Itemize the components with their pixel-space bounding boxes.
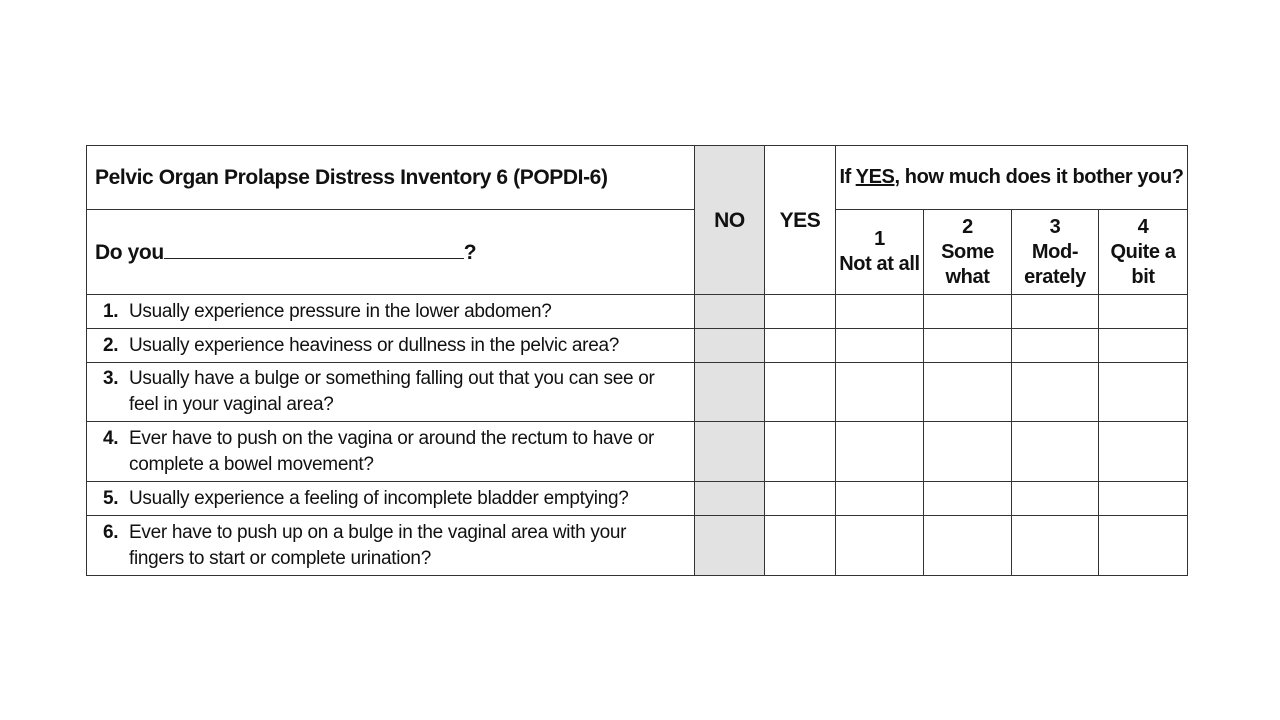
question-text: Usually have a bulge or something falling out that you can see or feel in your vaginal area? (129, 368, 655, 415)
prompt-suffix: ? (463, 240, 477, 264)
answer-bother-2[interactable] (924, 482, 1012, 516)
question-row-2 (87, 329, 1188, 363)
question-cell (87, 295, 695, 329)
answer-bother-3[interactable] (1012, 422, 1099, 482)
question-row-5 (87, 482, 1188, 516)
question-text: Ever have to push up on a bulge in the vaginal area with your fingers to start or complete urination? (129, 521, 627, 569)
answer-bother-1[interactable] (836, 295, 924, 329)
question-text: Usually experience pressure in the lower abdomen? (129, 300, 552, 322)
question-number: 4. (103, 427, 119, 449)
answer-yes[interactable] (765, 422, 836, 482)
answer-bother-4[interactable] (1099, 295, 1188, 329)
answer-no[interactable] (695, 422, 765, 482)
question-text: Ever have to push on the vagina or around the rectum to have or complete a bowel movement? (129, 427, 655, 475)
question-row-6 (87, 516, 1188, 576)
answer-bother-4[interactable] (1099, 329, 1188, 363)
bother-header (836, 146, 1188, 210)
question-number: 2. (103, 334, 119, 356)
answer-no[interactable] (695, 363, 765, 422)
answer-bother-4[interactable] (1099, 363, 1188, 422)
question-cell (87, 482, 695, 516)
answer-yes[interactable] (765, 482, 836, 516)
answer-yes[interactable] (765, 363, 836, 422)
question-text: Usually experience heaviness or dullness in the pelvic area? (129, 334, 620, 356)
question-row-4 (87, 422, 1188, 482)
answer-bother-4[interactable] (1099, 516, 1188, 576)
answer-yes[interactable] (765, 295, 836, 329)
answer-no[interactable] (695, 329, 765, 363)
answer-bother-3[interactable] (1012, 516, 1099, 576)
question-cell (87, 363, 695, 422)
scale-option-4 (1099, 210, 1188, 295)
scale-label: Some what (941, 240, 994, 288)
question-number: 1. (103, 300, 119, 322)
answer-bother-3[interactable] (1012, 295, 1099, 329)
scale-number: 2 (962, 215, 973, 238)
answer-bother-1[interactable] (836, 422, 924, 482)
answer-bother-3[interactable] (1012, 329, 1099, 363)
scale-label: Mod-erately (1024, 240, 1086, 288)
question-number: 6. (103, 521, 119, 543)
answer-bother-2[interactable] (924, 363, 1012, 422)
answer-bother-2[interactable] (924, 329, 1012, 363)
yes-column-header: YES (765, 146, 836, 295)
answer-no[interactable] (695, 295, 765, 329)
scale-option-2 (924, 210, 1012, 295)
answer-bother-3[interactable] (1012, 363, 1099, 422)
answer-bother-2[interactable] (924, 295, 1012, 329)
scale-option-1 (836, 210, 924, 295)
bother-header-yes: YES (855, 166, 895, 188)
answer-bother-1[interactable] (836, 363, 924, 422)
question-row-3 (87, 363, 1188, 422)
scale-label: Not at all (839, 253, 920, 275)
question-prompt (87, 210, 695, 295)
scale-number: 4 (1137, 215, 1149, 238)
popdi-6-form (86, 145, 1188, 576)
question-number: 5. (103, 487, 119, 509)
prompt-prefix: Do you (95, 240, 164, 264)
scale-number: 3 (1049, 215, 1061, 238)
question-row-1 (87, 295, 1188, 329)
bother-header-suffix: , how much does it bother you? (894, 166, 1184, 188)
answer-bother-3[interactable] (1012, 482, 1099, 516)
answer-bother-4[interactable] (1099, 422, 1188, 482)
scale-label: Quite a bit (1110, 240, 1176, 288)
form-title: Pelvic Organ Prolapse Distress Inventory 6 (POPDI-6) (87, 146, 695, 210)
answer-yes[interactable] (765, 329, 836, 363)
answer-bother-2[interactable] (924, 422, 1012, 482)
bother-header-prefix: If (839, 166, 856, 188)
question-cell (87, 329, 695, 363)
answer-bother-2[interactable] (924, 516, 1012, 576)
question-number: 3. (103, 368, 119, 389)
answer-bother-1[interactable] (836, 482, 924, 516)
question-text: Usually experience a feeling of incomplete bladder emptying? (129, 487, 629, 509)
prompt-blank-line (164, 240, 464, 259)
answer-bother-1[interactable] (836, 516, 924, 576)
answer-yes[interactable] (765, 516, 836, 576)
scale-option-3 (1012, 210, 1099, 295)
answer-no[interactable] (695, 516, 765, 576)
answer-bother-4[interactable] (1099, 482, 1188, 516)
scale-number: 1 (874, 228, 885, 250)
answer-no[interactable] (695, 482, 765, 516)
answer-bother-1[interactable] (836, 329, 924, 363)
no-column-header: NO (695, 146, 765, 295)
question-cell (87, 422, 695, 482)
question-cell (87, 516, 695, 576)
